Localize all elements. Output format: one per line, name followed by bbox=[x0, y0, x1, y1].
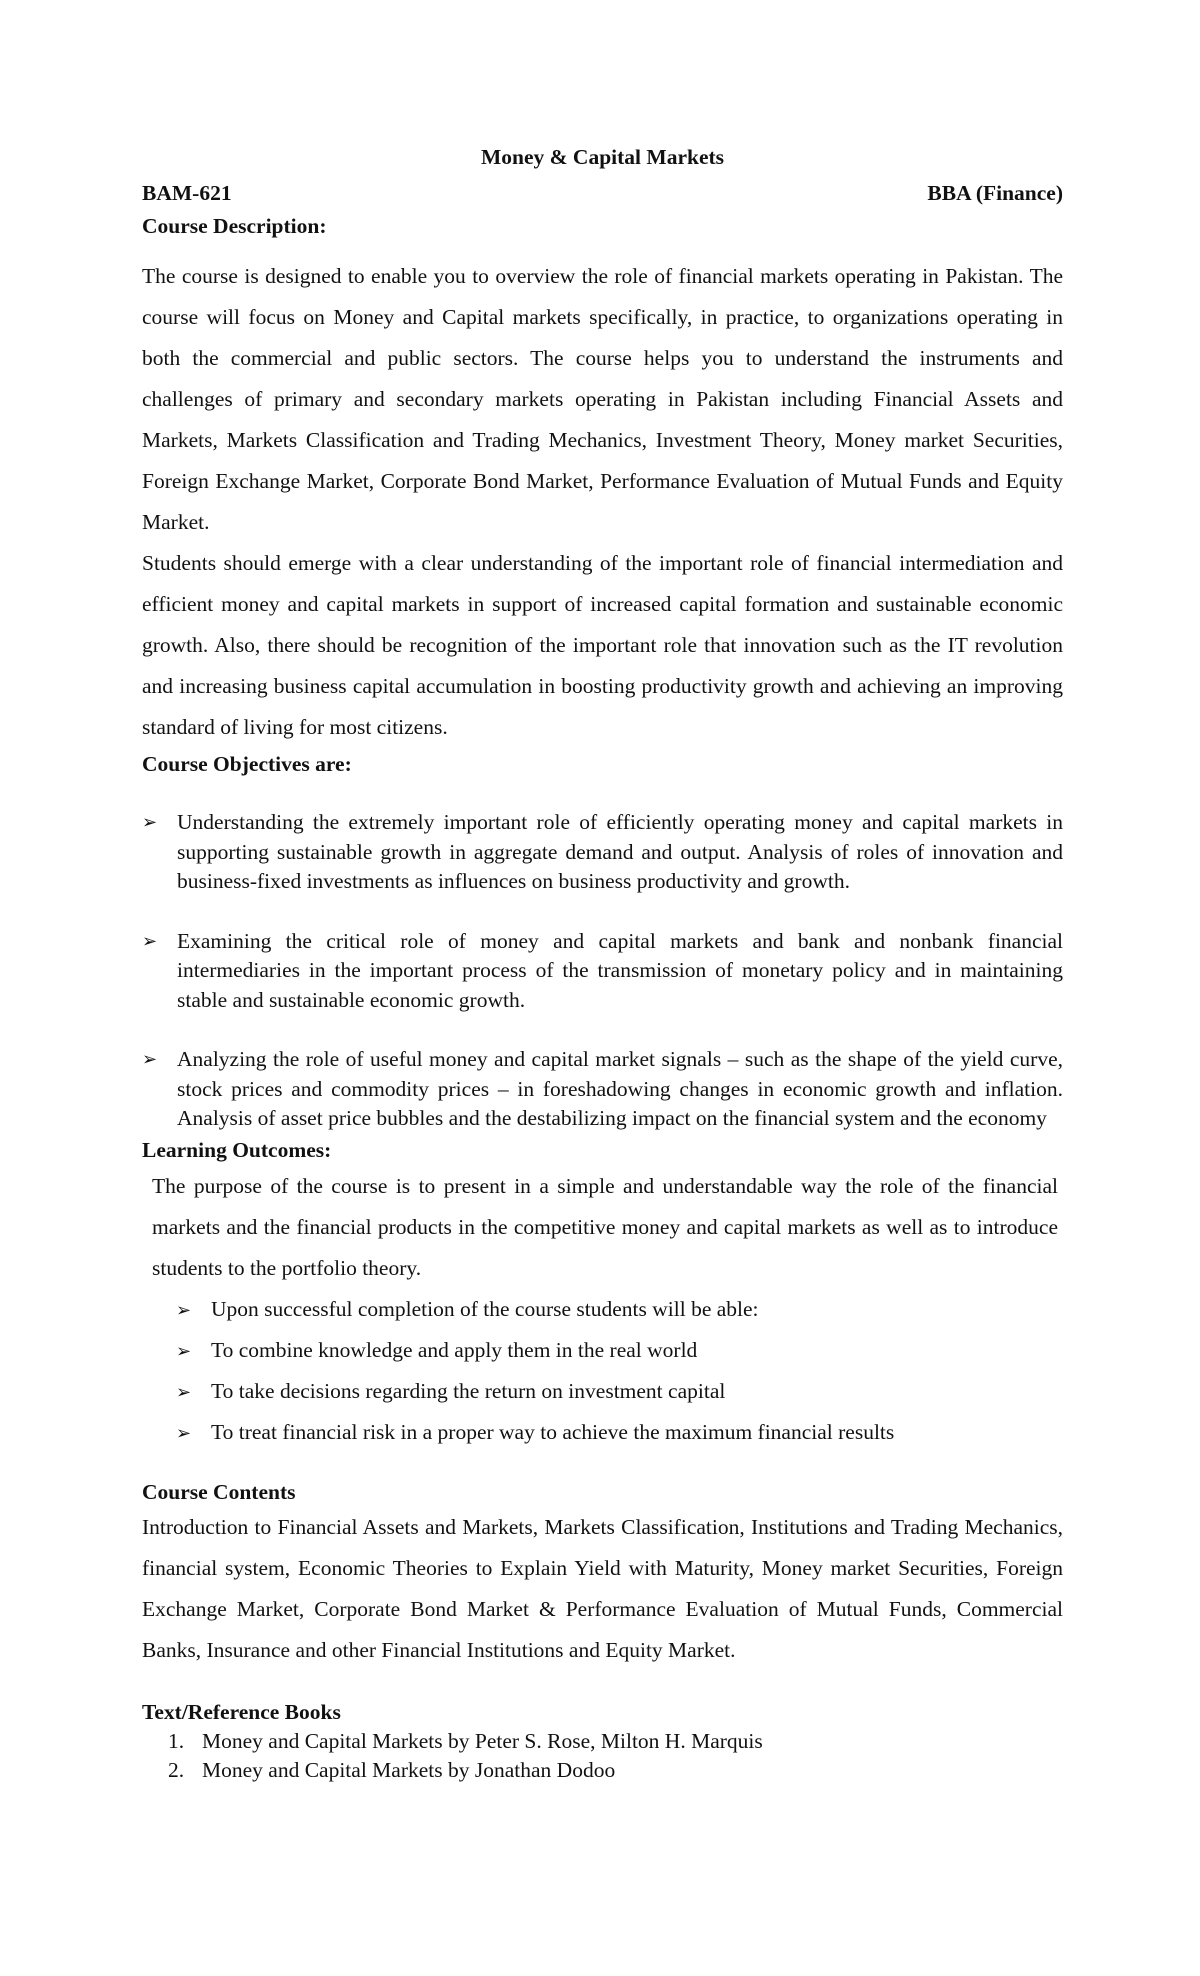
outcomes-paragraph: The purpose of the course is to present in a simple and understandable way the role of the financial markets and the financial products in the competitive money and capital markets as well as to introduce students to the portfolio theory. bbox=[152, 1173, 1058, 1280]
arrow-bullet-icon: ➢ bbox=[176, 1340, 192, 1362]
book-number: 2. bbox=[168, 1757, 185, 1782]
contents-paragraph: Introduction to Financial Assets and Markets, Markets Classification, Institutions and Trading Mechanics, financial system, Economic Theories to Explain Yield with Maturity, Money market Securities, Foreign Exchange Market, Corporate Bond Market & Performance Evaluation of Mutual Funds, Commercial Banks, Insurance and other Financial Institutions and Equity Market. bbox=[142, 1514, 1063, 1662]
description-paragraph-2: Students should emerge with a clear understanding of the important role of financial intermediation and efficient money and capital markets in support of increased capital formation and sustainable economic growth. Also, there should be recognition of the important role that innovation such as the IT revolution and increasing business capital accumulation in boosting productivity growth and achieving an improving standard of living for most citizens. bbox=[142, 551, 1063, 739]
outcome-text: To take decisions regarding the return on investment capital bbox=[211, 1378, 726, 1403]
books-heading: Text/Reference Books bbox=[142, 1699, 341, 1724]
objective-item bbox=[142, 927, 1063, 1016]
objectives-heading: Course Objectives are: bbox=[142, 752, 352, 776]
outcome-item bbox=[176, 1330, 1063, 1371]
outcome-item bbox=[176, 1412, 1063, 1453]
book-title: Money and Capital Markets by Jonathan Dodoo bbox=[202, 1757, 616, 1782]
objective-text: Understanding the extremely important role of efficiently operating money and capital markets in supporting sustainable growth in aggregate demand and output. Analysis of roles of innovation and business-fixed investments as influences on business productivity and growth. bbox=[177, 810, 1063, 893]
description-heading: Course Description: bbox=[142, 214, 327, 238]
course-info-row bbox=[142, 176, 1063, 210]
description-paragraph-1: The course is designed to enable you to overview the role of financial markets operating in Pakistan. The course will focus on Money and Capital markets specifically, in practice, to organizations operating in both the commercial and public sectors. The course helps you to understand the instruments and challenges of primary and secondary markets operating in Pakistan including Financial Assets and Markets, Markets Classification and Trading Mechanics, Investment Theory, Money market Securities, Foreign Exchange Market, Corporate Bond Market, Performance Evaluation of Mutual Funds and Equity Market. bbox=[142, 264, 1063, 534]
book-title: Money and Capital Markets by Peter S. Rose, Milton H. Marquis bbox=[202, 1728, 763, 1753]
objective-item bbox=[142, 1045, 1063, 1134]
book-item bbox=[168, 1727, 1063, 1756]
outcome-text: To treat financial risk in a proper way to achieve the maximum financial results bbox=[211, 1419, 895, 1444]
objective-text: Analyzing the role of useful money and capital market signals – such as the shape of the yield curve, stock prices and commodity prices – in foreshadowing changes in economic growth and inflation. Analysis of asset price bubbles and the destabilizing impact on the financial system and the economy bbox=[177, 1047, 1063, 1130]
outcome-item bbox=[176, 1289, 1063, 1330]
outcomes-list bbox=[176, 1289, 1063, 1453]
outcomes-heading: Learning Outcomes: bbox=[142, 1137, 332, 1162]
course-code: BAM-621 bbox=[142, 181, 232, 205]
outcome-text: Upon successful completion of the course students will be able: bbox=[211, 1296, 759, 1321]
objectives-list bbox=[142, 808, 1063, 1134]
contents-heading: Course Contents bbox=[142, 1479, 296, 1504]
arrow-bullet-icon: ➢ bbox=[176, 1381, 192, 1403]
arrow-bullet-icon: ➢ bbox=[176, 1299, 192, 1321]
arrow-bullet-icon: ➢ bbox=[176, 1422, 192, 1444]
books-list bbox=[168, 1727, 1063, 1785]
book-item bbox=[168, 1756, 1063, 1785]
arrow-bullet-icon: ➢ bbox=[142, 1049, 158, 1070]
program-name: BBA (Finance) bbox=[927, 181, 1063, 205]
document-title: Money & Capital Markets bbox=[480, 145, 725, 169]
objective-text: Examining the critical role of money and capital markets and bank and nonbank financial intermediaries in the important process of the transmission of monetary policy and in maintaining stable and sustainable economic growth. bbox=[177, 928, 1063, 1012]
outcome-text: To combine knowledge and apply them in the real world bbox=[211, 1337, 698, 1362]
objective-item bbox=[142, 808, 1063, 897]
outcome-item bbox=[176, 1371, 1063, 1412]
document-page bbox=[142, 140, 1063, 1785]
book-number: 1. bbox=[168, 1728, 185, 1753]
arrow-bullet-icon: ➢ bbox=[142, 812, 158, 833]
arrow-bullet-icon: ➢ bbox=[142, 930, 158, 952]
